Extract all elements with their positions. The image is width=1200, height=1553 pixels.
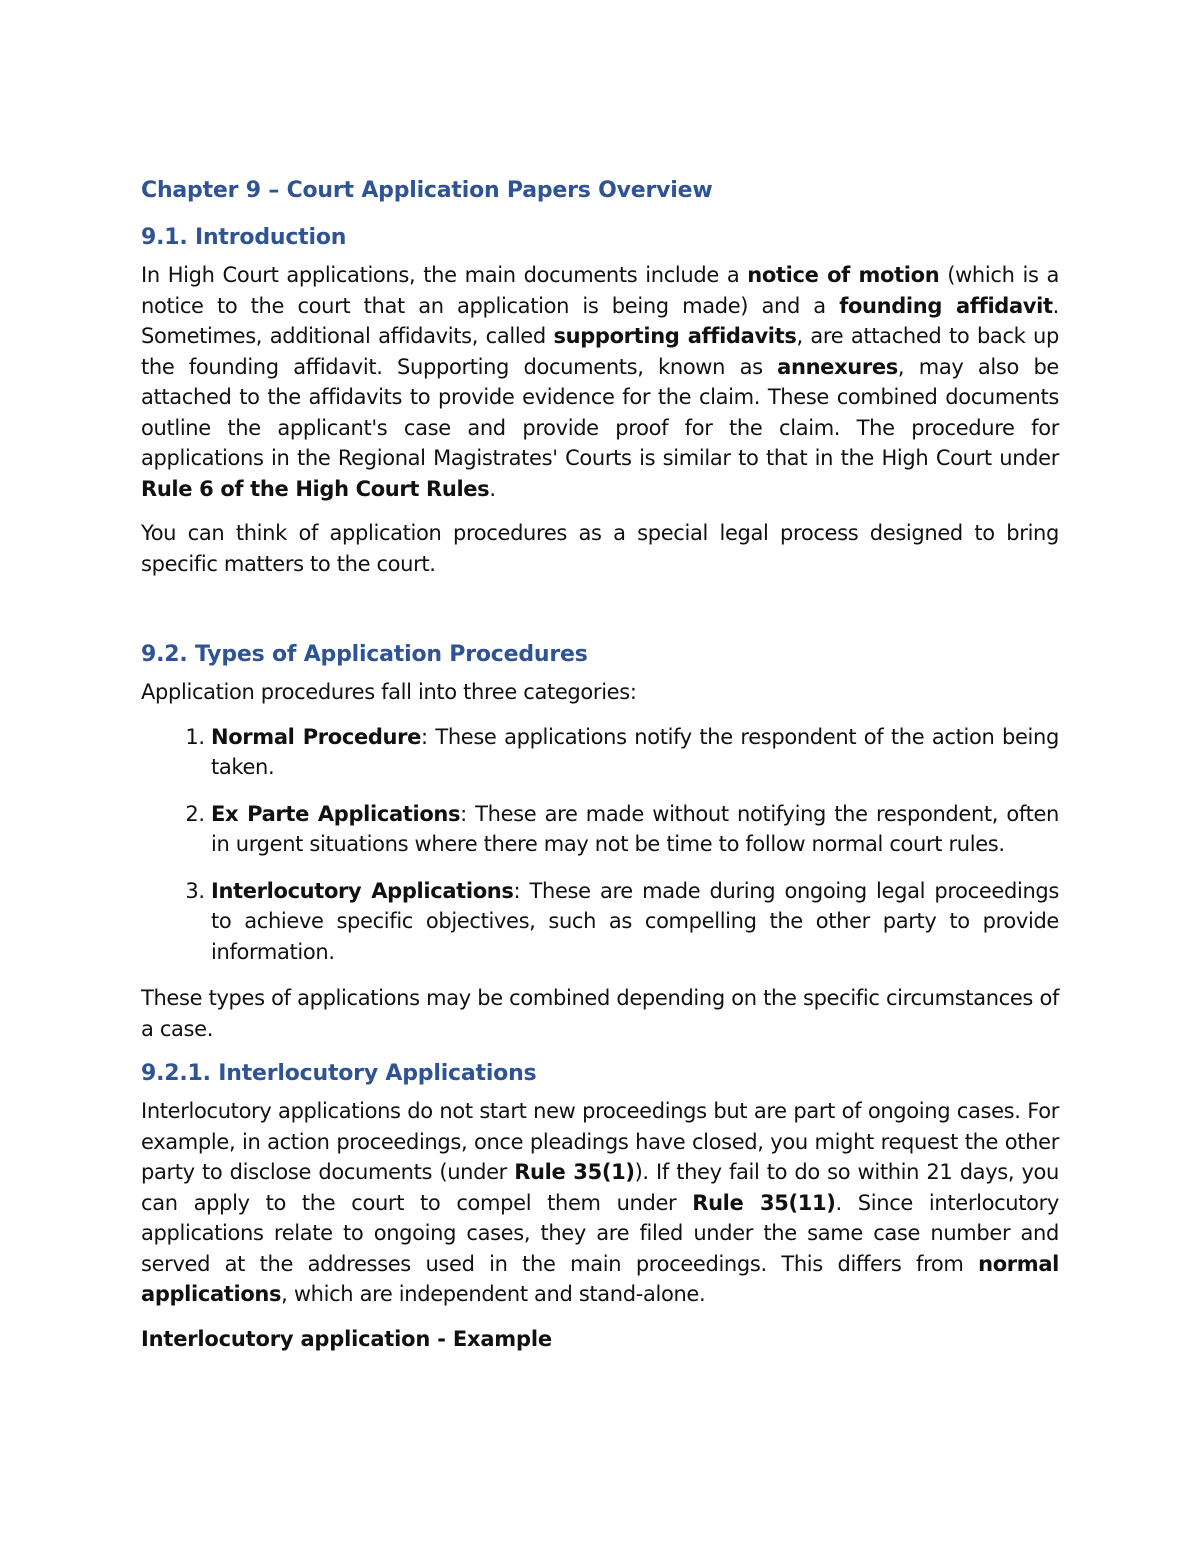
subsection-heading-interlocutory: 9.2.1. Interlocutory Applications xyxy=(141,1061,537,1086)
list-item-term: Normal Procedure xyxy=(211,724,422,749)
types-intro: Application procedures fall into three categories: xyxy=(141,680,637,704)
list-item-text: : These are made during ongoing legal proceedings to achieve specific objectives, such as compelling the other party to provide information. xyxy=(211,878,1059,964)
types-outro: These types of applications may be combined depending on the specific circumstances of a case. xyxy=(141,986,1059,1041)
text-run: ). If they fail to do so within 21 days, you can apply to the court to compel them under xyxy=(141,1160,1059,1215)
term-rule-35-1: Rule 35(1) xyxy=(514,1160,635,1184)
term-rule-35-11: Rule 35(11) xyxy=(692,1190,836,1215)
text-run: . Since interlocutory applications relate to ongoing cases, they are filed under the same case number and served at the addresses used in the main proceedings. This differs from xyxy=(141,1190,1060,1276)
term-normal-applications: normal applications xyxy=(141,1251,1059,1306)
introduction-paragraph-2: You can think of application procedures as a special legal process designed to bring specific matters to the court. xyxy=(141,521,1059,576)
text-run: , may also be attached to the affidavits to provide evidence for the claim. These combined documents outline the applicant's case and provide proof for the claim. The procedure for applications in the Regional Magistrates' Courts is similar to that in the High Court under xyxy=(141,354,1059,470)
interlocutory-paragraph xyxy=(141,1096,1059,1310)
list-item-term: Interlocutory Applications xyxy=(211,878,514,903)
chapter-title: Chapter 9 – Court Application Papers Overview xyxy=(141,178,713,203)
text-run: Interlocutory applications do not start new proceedings but are part of ongoing cases. For example, in action proceedings, once pleadings have closed, you might request the other party to disclose documents (under xyxy=(141,1099,1059,1184)
term-rule-6: Rule 6 of the High Court Rules xyxy=(141,476,490,501)
list-item-term: Ex Parte Applications xyxy=(211,801,461,826)
introduction-paragraph xyxy=(141,260,1059,504)
list-item-text: : These are made without notifying the respondent, often in urgent situations where there may not be time to follow normal court rules. xyxy=(211,801,1059,856)
list-item xyxy=(211,876,1059,968)
example-heading: Interlocutory application - Example xyxy=(141,1326,552,1351)
types-list xyxy=(141,722,1059,968)
text-run: . xyxy=(489,476,496,501)
text-run: (which is a notice to the court that an application is being made) and a xyxy=(141,263,1059,318)
section-heading-types: 9.2. Types of Application Procedures xyxy=(141,642,588,667)
list-item-text: : These applications notify the respondent of the action being taken. xyxy=(211,724,1059,779)
text-run: , are attached to back up the founding affidavit. Supporting documents, known as xyxy=(141,324,1059,379)
term-founding-affidavit: founding affidavit xyxy=(839,293,1053,318)
text-run: , which are independent and stand-alone. xyxy=(281,1282,706,1306)
text-run: . Sometimes, additional affidavits, called xyxy=(141,293,1059,348)
term-notice-of-motion: notice of motion xyxy=(747,263,940,287)
section-heading-introduction: 9.1. Introduction xyxy=(141,225,347,250)
list-item xyxy=(211,799,1059,860)
list-item xyxy=(211,722,1059,783)
term-supporting-affidavits: supporting affidavits xyxy=(553,324,797,348)
spacer xyxy=(141,593,1059,639)
term-annexures: annexures xyxy=(777,354,898,379)
text-run: In High Court applications, the main documents include a xyxy=(141,263,748,287)
